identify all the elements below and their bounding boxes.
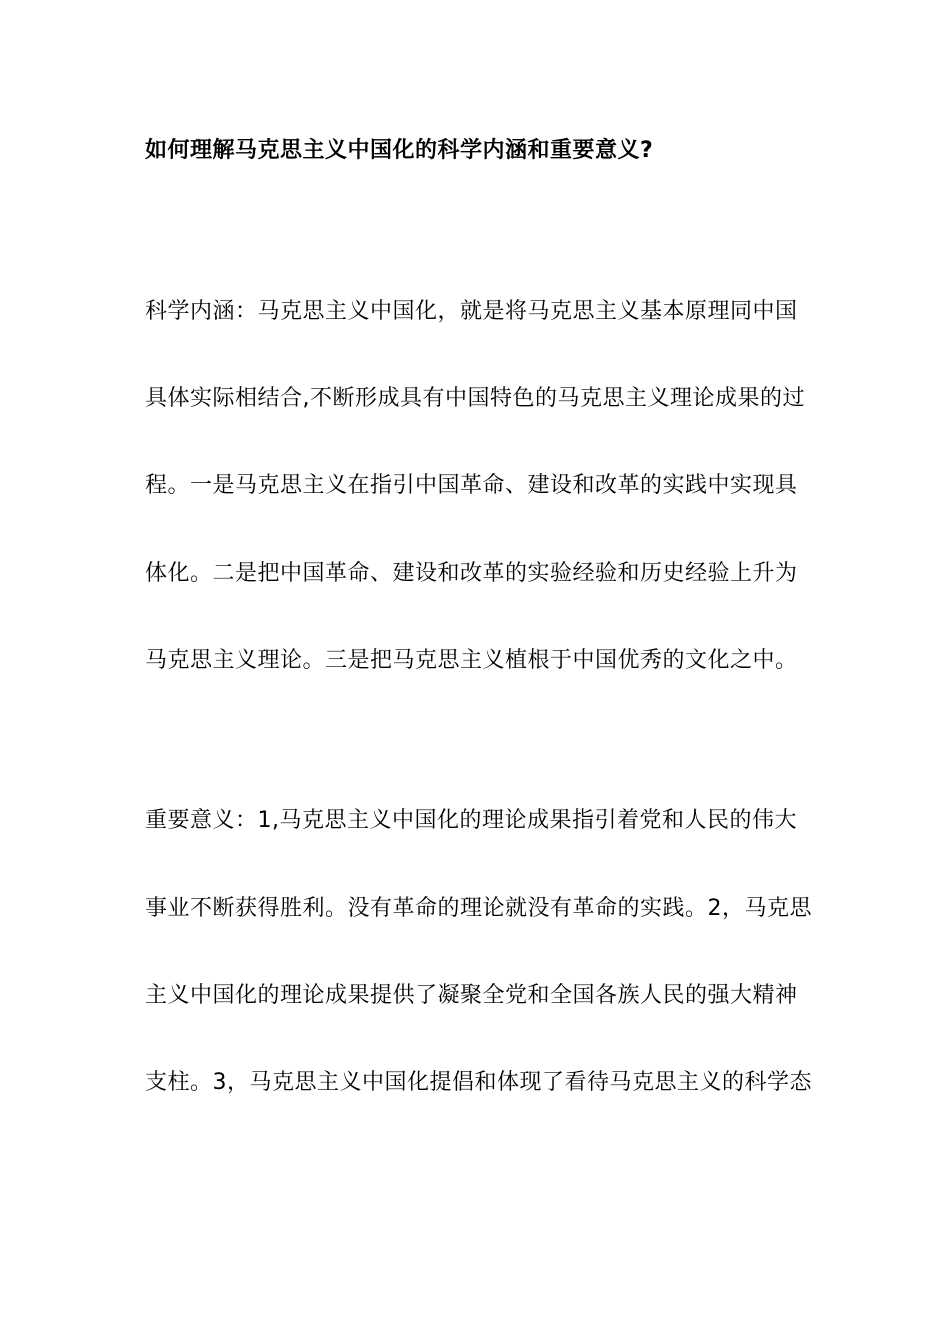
section1-line-1: 科学内涵：马克思主义中国化，就是将马克思主义基本原理同中国	[145, 299, 798, 324]
section2-line-2: 事业不断获得胜利。没有革命的理论就没有革命的实践。2，马克思	[145, 896, 812, 921]
section1-line-2: 具体实际相结合,不断形成具有中国特色的马克思主义理论成果的过	[145, 386, 805, 411]
section1-line-3: 程。一是马克思主义在指引中国革命、建设和改革的实践中实现具	[145, 473, 798, 498]
section1-line-4: 体化。二是把中国革命、建设和改革的实验经验和历史经验上升为	[145, 561, 798, 586]
section2-line-4: 支柱。3，马克思主义中国化提倡和体现了看待马克思主义的科学态	[145, 1070, 812, 1095]
section2-line-1: 重要意义：1,马克思主义中国化的理论成果指引着党和人民的伟大	[145, 808, 797, 833]
section2-line-3: 主义中国化的理论成果提供了凝聚全党和全国各族人民的强大精神	[145, 983, 798, 1008]
section1-line-5: 马克思主义理论。三是把马克思主义植根于中国优秀的文化之中。	[145, 648, 798, 673]
page-title: 如何理解马克思主义中国化的科学内涵和重要意义?	[145, 138, 654, 163]
